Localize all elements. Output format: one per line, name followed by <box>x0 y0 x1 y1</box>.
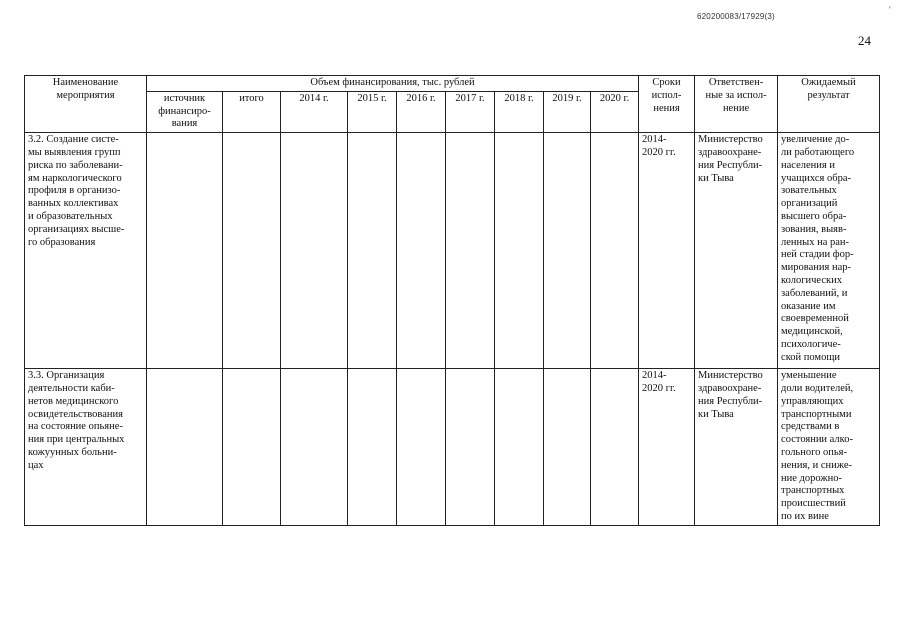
empty-cell <box>223 369 281 526</box>
table-row <box>25 133 880 369</box>
header-year: 2019 г. <box>544 91 591 132</box>
empty-cell <box>591 133 639 369</box>
empty-cell <box>348 133 397 369</box>
empty-cell <box>281 133 348 369</box>
activity-responsible: Министерство здравоохране- ния Республи- ки Тыва <box>695 133 778 369</box>
header-total: итого <box>223 91 281 132</box>
empty-cell <box>495 369 544 526</box>
activity-name: 3.3. Организация деятельности каби- нетов медицинского освидетельствования на состояние опьяне- ния при центральных кожуунных больни- цах <box>25 369 147 526</box>
empty-cell <box>544 369 591 526</box>
program-activities-table <box>24 75 880 526</box>
activity-terms: 2014- 2020 гг. <box>639 369 695 526</box>
empty-cell <box>281 369 348 526</box>
header-terms: Сроки испол- нения <box>639 76 695 133</box>
empty-cell <box>147 369 223 526</box>
activity-result: уменьшение доли водителей, управляющих транспортными средствами в состоянии алко- гольного опья- нения, и сниже- ние дорожно- транспортных происшествий по их вине <box>778 369 880 526</box>
header-year: 2016 г. <box>397 91 446 132</box>
header-year: 2020 г. <box>591 91 639 132</box>
header-year: 2014 г. <box>281 91 348 132</box>
empty-cell <box>397 133 446 369</box>
header-source: источник финансиро- вания <box>147 91 223 132</box>
page-number: 24 <box>858 33 871 48</box>
corner-mark: ' <box>889 5 891 15</box>
header-year: 2018 г. <box>495 91 544 132</box>
document-id: 620200083/17929(3) <box>697 12 775 21</box>
header-responsible: Ответствен- ные за испол- нение <box>695 76 778 133</box>
empty-cell <box>446 369 495 526</box>
header-year: 2015 г. <box>348 91 397 132</box>
empty-cell <box>591 369 639 526</box>
activity-terms: 2014- 2020 гг. <box>639 133 695 369</box>
activity-responsible: Министерство здравоохране- ния Республи- ки Тыва <box>695 369 778 526</box>
header-result: Ожидаемый результат <box>778 76 880 133</box>
empty-cell <box>495 133 544 369</box>
empty-cell <box>544 133 591 369</box>
table-header-row <box>25 76 880 92</box>
empty-cell <box>397 369 446 526</box>
activity-result: увеличение до- ли работающего населения и учащихся обра- зовательных организаций высшего обра- зования, выяв- ленных на ран- ней стадии фор- мирования нар- кологических заболеваний, и оказание им своевременной медицинской, психологиче- ской помощи <box>778 133 880 369</box>
empty-cell <box>348 369 397 526</box>
empty-cell <box>147 133 223 369</box>
header-year: 2017 г. <box>446 91 495 132</box>
activity-name: 3.2. Создание систе- мы выявления групп риска по заболевани- ям наркологического профиля в организо- ванных коллективах и образовательных организациях высше- го образования <box>25 133 147 369</box>
header-funding-group: Объем финансирования, тыс. рублей <box>147 76 639 92</box>
header-name: Наименование мероприятия <box>25 76 147 133</box>
empty-cell <box>446 133 495 369</box>
table-row <box>25 369 880 526</box>
empty-cell <box>223 133 281 369</box>
